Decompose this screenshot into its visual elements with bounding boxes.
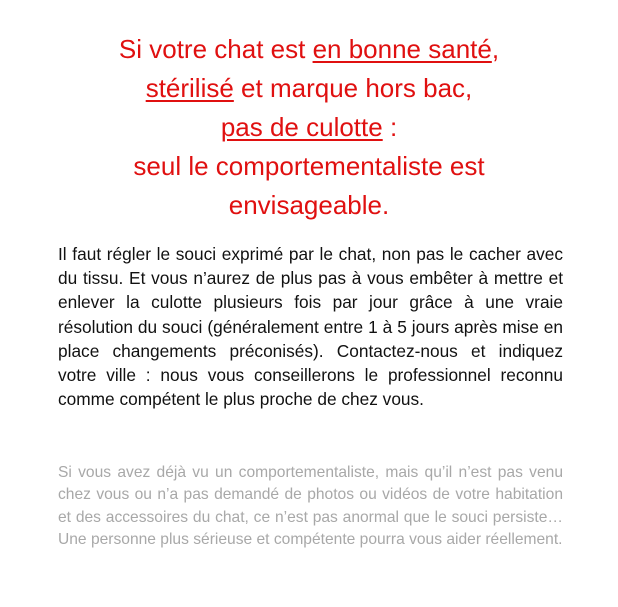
note-paragraph: Si vous avez déjà vu un comportementaliste, mais qu’il n’est pas venu chez vous ou n’a pas demandé de photos ou vidéos de votre habitation et des accessoires du chat, ce n’est pas anormal que le souci persiste… Une personne plus sérieuse et compétente pourra vous aider réellement. <box>58 464 563 549</box>
headline-text: Si votre chat est <box>118 34 313 64</box>
headline-text: envisageable. <box>228 190 390 220</box>
body-paragraph: Il faut régler le souci exprimé par le chat, non pas le cacher avec du tissu. Et vous n’aurez de plus pas à vous embêter à mettre et enlever la culotte plusieurs fois par jour grâce à une vraie résolution du souci (généralement entre 1 à 5 jours après mise en place changements préconisés). Contactez-nous et indiquez votre ville : nous vous conseillerons le professionnel reconnu comme compétent le plus proche de chez vous. <box>58 244 563 410</box>
headline-text: : <box>382 112 398 142</box>
headline-text: seul le comportementaliste est <box>133 151 485 181</box>
headline-underlined-text: en bonne santé <box>312 34 492 64</box>
headline-underlined-text: stérilisé <box>145 73 234 103</box>
headline-text: et marque hors bac, <box>233 73 473 103</box>
headline-underlined-text: pas de culotte <box>220 112 383 142</box>
headline <box>0 30 618 225</box>
headline-text: , <box>491 34 500 64</box>
